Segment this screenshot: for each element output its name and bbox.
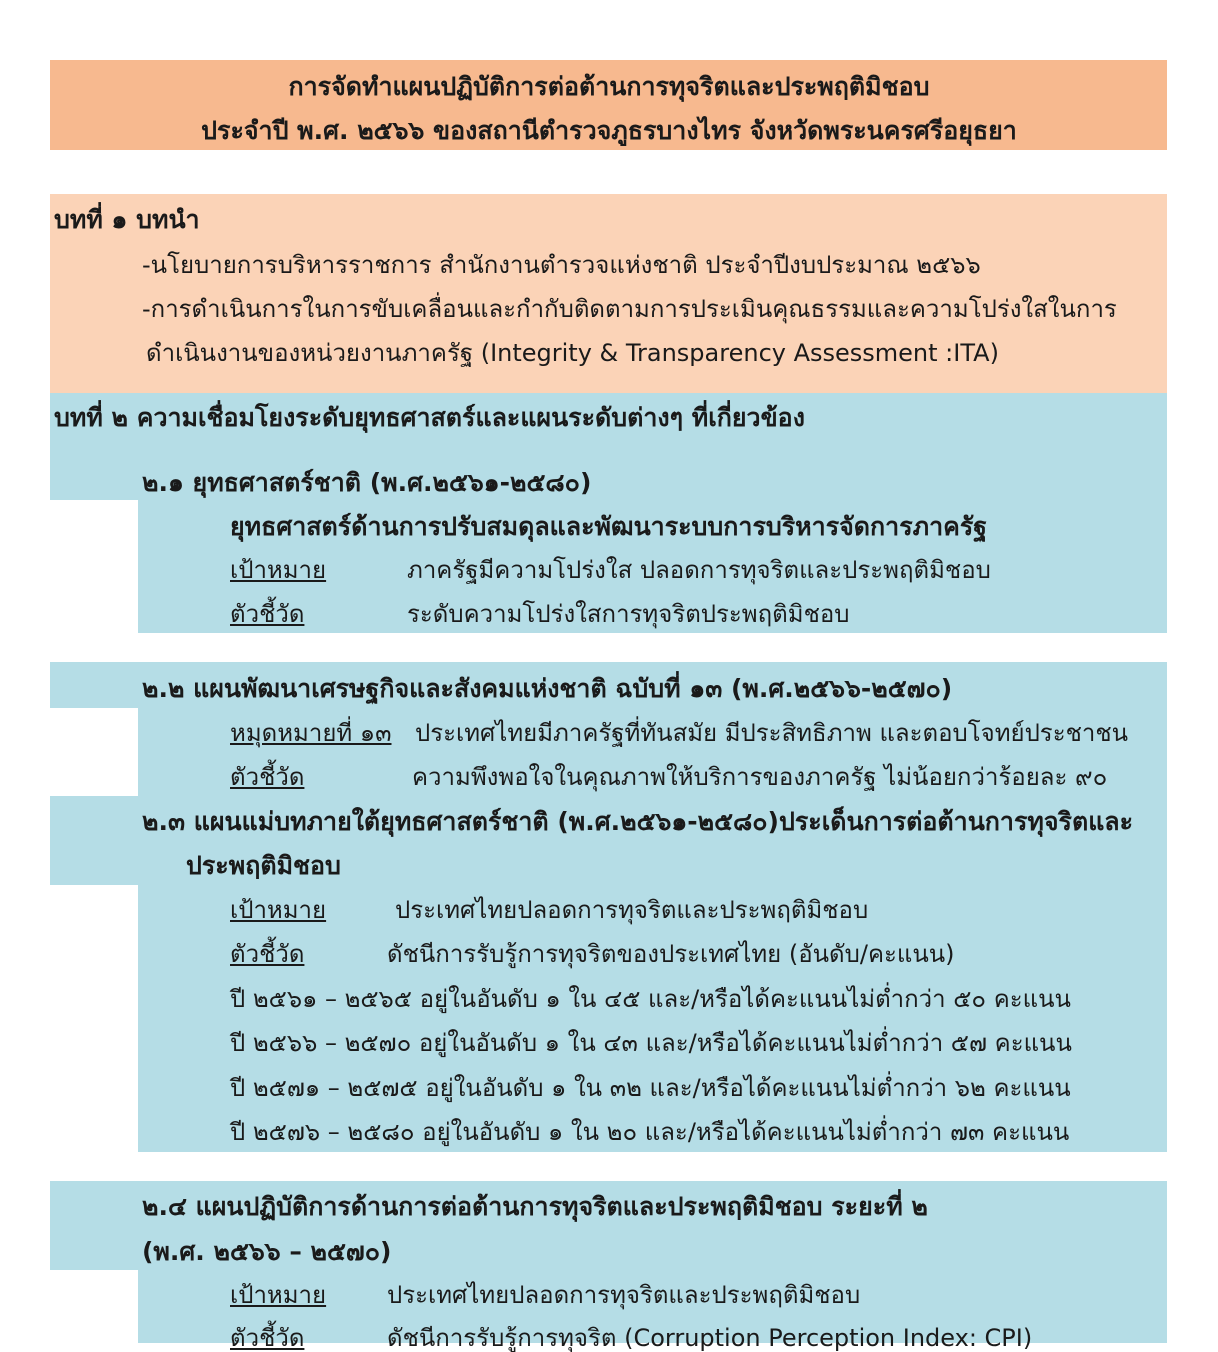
section23-year-target: ปี ๒๕๖๑ – ๒๕๖๕ อยู่ในอันดับ ๑ ใน ๔๕ และ/หรือได้คะแนนไม่ต่ำกว่า ๕๐ คะแนน <box>230 985 1071 1013</box>
section23-goal: ประเทศไทยปลอดการทุจริตและประพฤติมิชอบ <box>395 896 869 924</box>
section23-heading-line1: ๒.๓ แผนแม่บทภายใต้ยุทธศาสตร์ชาติ (พ.ศ.๒๕๖๑-๒๕๘๐)ประเด็นการต่อต้านการทุจริตและ <box>142 807 1134 836</box>
page-title-line1: การจัดทำแผนปฏิบัติการต่อต้านการทุจริตและประพฤติมิชอบ <box>288 72 930 101</box>
section22-milestone-label: หมุดหมายที่ ๑๓ <box>230 719 392 747</box>
section21-indicator-label: ตัวชี้วัด <box>230 600 305 628</box>
page-title-line2: ประจำปี พ.ศ. ๒๕๖๖ ของสถานีตำรวจภูธรบางไทร จังหวัดพระนครศรีอยุธยา <box>201 116 1017 145</box>
chapter1-item-ita-line1: -การดำเนินการในการขับเคลื่อนและกำกับติดตามการประเมินคุณธรรมและความโปร่งใสในการ <box>142 295 1117 323</box>
chapter1-item-policy: -นโยบายการบริหารราชการ สำนักงานตำรวจแห่งชาติ ประจำปีงบประมาณ ๒๕๖๖ <box>142 251 981 279</box>
section21-goal: ภาครัฐมีความโปร่งใส ปลอดการทุจริตและประพฤติมิชอบ <box>407 556 991 584</box>
section24-heading-line1: ๒.๔ แผนปฏิบัติการด้านการต่อต้านการทุจริตและประพฤติมิชอบ ระยะที่ ๒ <box>142 1192 928 1221</box>
section22-heading: ๒.๒ แผนพัฒนาเศรษฐกิจและสังคมแห่งชาติ ฉบับที่ ๑๓ (พ.ศ.๒๕๖๖-๒๕๗๐) <box>142 674 953 703</box>
section24-goal: ประเทศไทยปลอดการทุจริตและประพฤติมิชอบ <box>387 1281 861 1309</box>
section22-indicator-label: ตัวชี้วัด <box>230 763 305 791</box>
section21-heading: ๒.๑ ยุทธศาสตร์ชาติ (พ.ศ.๒๕๖๑-๒๕๘๐) <box>142 468 592 497</box>
section24-indicator-label: ตัวชี้วัด <box>230 1324 305 1352</box>
section22-indicator: ความพึงพอใจในคุณภาพให้บริการของภาครัฐ ไม่น้อยกว่าร้อยละ ๙๐ <box>412 763 1108 791</box>
section24-heading-line2: (พ.ศ. ๒๕๖๖ – ๒๕๗๐) <box>142 1237 392 1266</box>
section21-goal-label: เป้าหมาย <box>230 556 327 584</box>
section23-year-target: ปี ๒๕๖๖ – ๒๕๗๐ อยู่ในอันดับ ๑ ใน ๔๓ และ/หรือได้คะแนนไม่ต่ำกว่า ๕๗ คะแนน <box>230 1029 1072 1057</box>
section23-year-target: ปี ๒๕๗๑ – ๒๕๗๕ อยู่ในอันดับ ๑ ใน ๓๒ และ/หรือได้คะแนนไม่ต่ำกว่า ๖๒ คะแนน <box>230 1074 1071 1102</box>
section21-strategy: ยุทธศาสตร์ด้านการปรับสมดุลและพัฒนาระบบการบริหารจัดการภาครัฐ <box>230 512 988 541</box>
section23-year-target: ปี ๒๕๗๖ – ๒๕๘๐ อยู่ในอันดับ ๑ ใน ๒๐ และ/หรือได้คะแนนไม่ต่ำกว่า ๗๓ คะแนน <box>230 1118 1070 1146</box>
chapter2-heading: บทที่ ๒ ความเชื่อมโยงระดับยุทธศาสตร์และแผนระดับต่างๆ ที่เกี่ยวข้อง <box>54 403 805 432</box>
chapter1-heading: บทที่ ๑ บทนำ <box>54 205 200 234</box>
section24-indicator: ดัชนีการรับรู้การทุจริต (Corruption Perception Index: CPI) <box>387 1324 1033 1352</box>
chapter1-item-ita-line2: ดำเนินงานของหน่วยงานภาครัฐ (Integrity & Transparency Assessment :ITA) <box>146 339 999 367</box>
section23-body-panel <box>138 885 1167 1152</box>
section24-goal-label: เป้าหมาย <box>230 1281 327 1309</box>
section23-goal-label: เป้าหมาย <box>230 896 327 924</box>
section23-indicator: ดัชนีการรับรู้การทุจริตของประเทศไทย (อันดับ/คะแนน) <box>387 940 955 968</box>
section21-indicator: ระดับความโปร่งใสการทุจริตประพฤติมิชอบ <box>407 600 850 628</box>
section23-heading-line2: ประพฤติมิชอบ <box>186 851 341 880</box>
section22-milestone: ประเทศไทยมีภาครัฐที่ทันสมัย มีประสิทธิภาพ และตอบโจทย์ประชาชน <box>415 719 1129 747</box>
section23-indicator-label: ตัวชี้วัด <box>230 940 305 968</box>
